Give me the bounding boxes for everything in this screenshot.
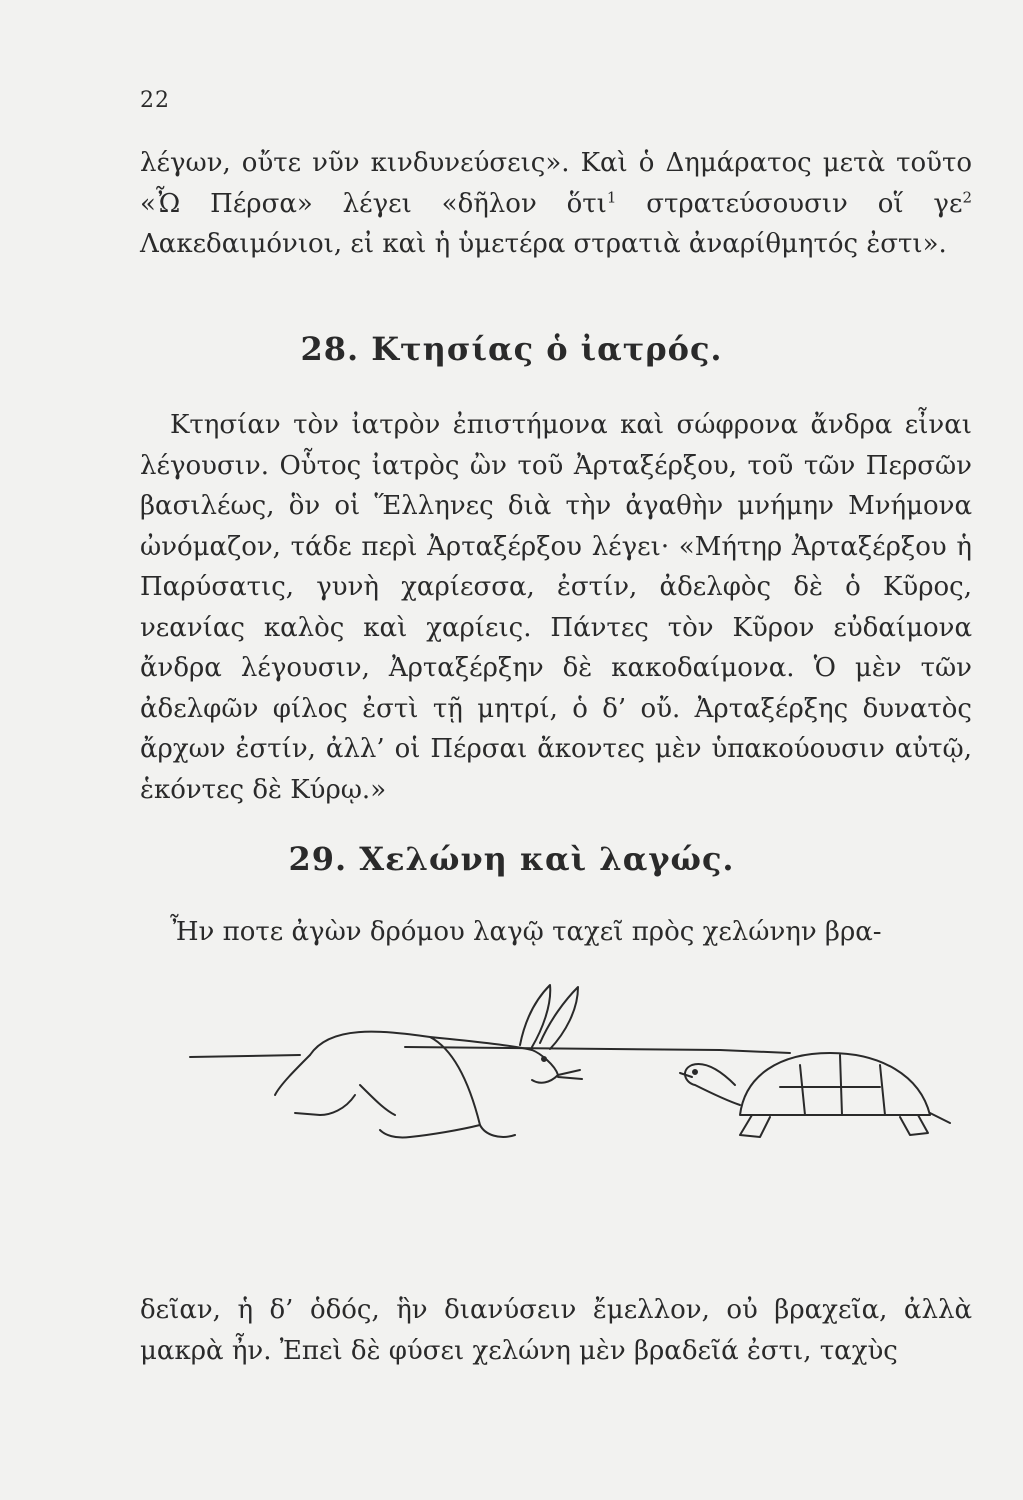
- hare-tortoise-drawing: [180, 975, 980, 1185]
- section-29-paragraph-end: [140, 1290, 972, 1371]
- intro-text-2: στρατεύσουσιν οἵ γε: [616, 188, 963, 219]
- section-28-paragraph: [140, 405, 972, 810]
- section-29-heading: 29. Χελώνη καὶ λαγώς.: [288, 840, 735, 878]
- section-29-text-start: Ἦν ποτε ἀγὼν δρόμου λαγῷ ταχεῖ πρὸς χελώνην βρα-: [170, 917, 882, 947]
- intro-text-3: Λακεδαιμόνιοι, εἰ καὶ ἡ ὑμετέρα στρατιὰ ἀναρίθμητός ἐστι».: [140, 229, 947, 259]
- hare-tortoise-illustration: [180, 975, 980, 1185]
- section-29-paragraph-start: [140, 912, 972, 953]
- section-28-text: Κτησίαν τὸν ἰατρὸν ἐπιστήμονα καὶ σώφρονα ἄνδρα εἶναι λέγουσιν. Οὗτος ἰατρὸς ὢν τοῦ Ἀρταξέρξου, τοῦ τῶν Περσῶν βασιλέως, ὃν οἱ Ἕλληνες διὰ τὴν ἀγαθὴν μνήμην Μνήμονα ὠνόμαζον, τάδε περὶ Ἀρταξέρξου λέγει· «Μήτηρ Ἀρταξέρξου ἡ Παρύσατις, γυνὴ χαρίεσσα, ἐστίν, ἀδελφὸς δὲ ὁ Κῦρος, νεανίας καλὸς καὶ χαρίεις. Πάντες τὸν Κῦρον εὐδαίμονα ἄνδρα λέγουσιν, Ἀρταξέρξην δὲ κακοδαίμονα. Ὁ μὲν τῶν ἀδελφῶν φίλος ἐστὶ τῇ μητρί, ὁ δ’ οὔ. Ἀρταξέρξης δυνατὸς ἄρχων ἐστίν, ἀλλ’ οἱ Πέρσαι ἄκοντες μὲν ὑπακούουσιν αὐτῷ, ἑκόντες δὲ Κύρῳ.»: [140, 410, 972, 805]
- section-28-heading: 28. Κτησίας ὁ ἰατρός.: [300, 330, 723, 368]
- page-number: 22: [140, 88, 170, 113]
- footnote-marker-1[interactable]: 1: [606, 187, 617, 206]
- intro-text-1: λέγων, οὔτε νῦν κινδυνεύσεις». Καὶ ὁ Δημάρατος μετὰ τοῦτο «Ὦ Πέρσα» λέγει «δῆλον ὅτι: [140, 148, 972, 219]
- intro-paragraph: [140, 143, 972, 265]
- section-29-text-end: δεῖαν, ἡ δ’ ὁδός, ἣν διανύσειν ἔμελλον, οὐ βραχεῖα, ἀλλὰ μακρὰ ἦν. Ἐπεὶ δὲ φύσει χελώνη μὲν βραδεῖά ἐστι, ταχὺς: [140, 1295, 972, 1366]
- footnote-marker-2[interactable]: 2: [962, 187, 972, 206]
